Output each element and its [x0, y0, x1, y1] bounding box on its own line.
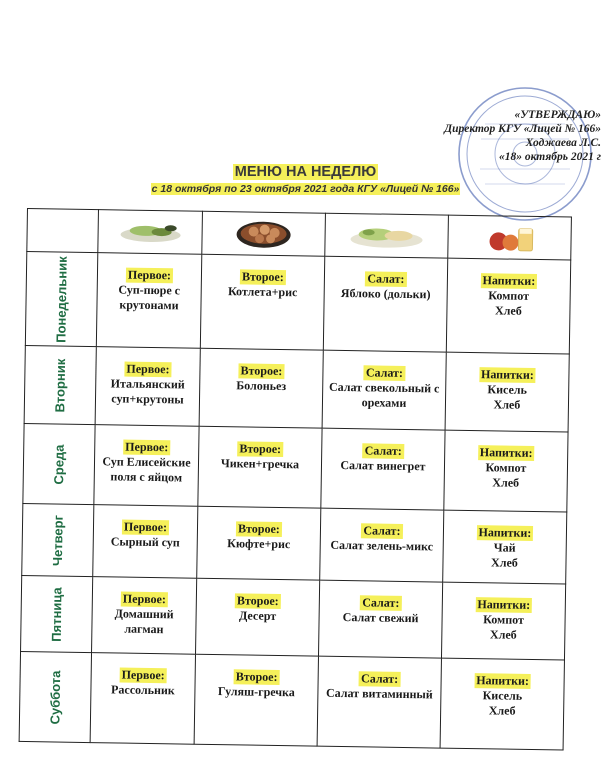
- salad-dish: Салат винегрет: [340, 457, 426, 474]
- salad-plate-icon: [346, 222, 426, 249]
- approval-title: «УТВЕРЖДАЮ»: [514, 109, 601, 121]
- second-course-dish: Гуляш-гречка: [217, 684, 295, 700]
- second-course-label: Второе:: [236, 521, 282, 537]
- first-course-label: Первое:: [121, 592, 168, 608]
- drinks-label: Напитки:: [475, 597, 532, 613]
- salad-cell: [322, 350, 446, 430]
- first-course-cell: [95, 347, 200, 427]
- day-cell: [22, 503, 94, 576]
- salad-content: [323, 351, 446, 412]
- first-course-dish: Домашний лагман: [114, 606, 174, 637]
- second-course-content: [197, 579, 320, 625]
- drinks-dish: Кисель: [487, 382, 528, 397]
- second-course-label: Второе:: [238, 363, 284, 379]
- second-course-cell: [200, 254, 324, 350]
- salad-label: Салат:: [364, 365, 405, 381]
- bread-item: Хлеб: [489, 627, 517, 642]
- drinks-cell: [443, 510, 567, 584]
- second-course-cell: [196, 578, 320, 656]
- salad-dish: Салат свежий: [342, 610, 419, 626]
- salad-label: Салат:: [359, 671, 400, 687]
- table-row: [25, 252, 570, 355]
- bread-item: Хлеб: [494, 303, 522, 318]
- drinks-content: [445, 431, 568, 492]
- header-salad-cell: [325, 213, 449, 258]
- salad-dish: Яблоко (дольки): [340, 285, 431, 302]
- bread-item: Хлеб: [491, 555, 518, 570]
- table-row: [21, 575, 566, 660]
- drinks-label: Напитки:: [480, 273, 537, 289]
- first-course-cell: [96, 253, 201, 349]
- first-course-cell: [90, 653, 195, 745]
- first-course-label: Первое:: [120, 668, 167, 684]
- salad-cell: [321, 428, 445, 510]
- second-course-dish: Болоньез: [236, 378, 287, 394]
- first-course-content: [96, 347, 200, 408]
- menu-table: [19, 208, 572, 750]
- approval-director: Директор КГУ «Лицей № 166»: [444, 123, 601, 135]
- second-course-label: Второе:: [235, 593, 281, 609]
- salad-label: Салат:: [361, 523, 402, 539]
- table-row: [19, 651, 564, 750]
- first-course-dish: Итальянский суп+крутоны: [110, 376, 185, 407]
- second-course-dish: Кюфте+рис: [227, 536, 291, 552]
- first-course-content: [95, 425, 199, 486]
- approval-name: Ходжаева Л.С.: [525, 137, 601, 149]
- table-row: [24, 345, 569, 432]
- drinks-content: [447, 259, 570, 320]
- salad-cell: [320, 508, 444, 582]
- first-course-dish: Суп-пюре с крутонами: [118, 282, 181, 313]
- second-course-label: Второе:: [240, 269, 286, 285]
- page-title: МЕНЮ НА НЕДЕЛЮ: [234, 164, 377, 180]
- drinks-dish: Чай: [493, 540, 516, 555]
- drinks-content: [442, 583, 565, 644]
- drinks-dish: Кисель: [482, 688, 523, 703]
- day-label: Суббота: [47, 669, 64, 725]
- drinks-content: [446, 353, 569, 414]
- drinks-content: [441, 659, 564, 720]
- first-course-cell: [93, 505, 198, 579]
- second-course-dish: Котлета+рис: [227, 284, 298, 300]
- salad-content: [325, 257, 448, 303]
- header-drinks-cell: [448, 215, 572, 260]
- first-course-dish: Рассольник: [111, 682, 175, 698]
- second-course-cell: [197, 506, 321, 580]
- first-course-content: [91, 653, 195, 699]
- second-course-dish: Чикен+гречка: [220, 456, 300, 472]
- salad-cell: [323, 256, 447, 352]
- day-cell: [21, 575, 93, 652]
- header-second-cell: [202, 211, 326, 256]
- day-label: Понедельник: [53, 255, 70, 343]
- bread-item: Хлеб: [492, 475, 520, 490]
- day-label: Вторник: [52, 358, 69, 412]
- second-course-cell: [198, 426, 322, 508]
- day-label: Пятница: [48, 586, 65, 642]
- drinks-cell: [444, 430, 568, 512]
- drink-fruit-icon: [474, 222, 544, 253]
- table-row: [23, 423, 568, 512]
- header-day-cell: [27, 209, 99, 253]
- second-course-content: [199, 427, 322, 473]
- drinks-label: Напитки:: [476, 525, 533, 541]
- first-course-content: [97, 253, 201, 314]
- drinks-label: Напитки:: [474, 673, 531, 689]
- salad-content: [319, 581, 442, 627]
- salad-bowl-icon: [115, 219, 185, 244]
- header-first-cell: [98, 210, 203, 255]
- drinks-dish: Компот: [485, 460, 527, 475]
- salad-dish: Салат витаминный: [325, 685, 433, 702]
- second-course-content: [198, 507, 321, 553]
- drinks-cell: [446, 258, 570, 354]
- drinks-cell: [440, 658, 564, 750]
- salad-label: Салат:: [365, 271, 406, 287]
- salad-content: [322, 429, 445, 475]
- bread-item: Хлеб: [493, 397, 521, 412]
- salad-label: Салат:: [363, 443, 404, 459]
- salad-label: Салат:: [360, 595, 401, 611]
- day-cell: [25, 252, 97, 347]
- salad-dish: Салат свекольный с орехами: [328, 379, 440, 410]
- first-course-cell: [92, 577, 197, 655]
- drinks-dish: Компот: [483, 612, 525, 627]
- bread-item: Хлеб: [488, 703, 516, 718]
- salad-cell: [318, 580, 442, 658]
- first-course-label: Первое:: [126, 268, 173, 284]
- drinks-cell: [445, 352, 569, 432]
- second-course-label: Второе:: [237, 441, 283, 457]
- day-cell: [24, 345, 96, 424]
- day-label: Среда: [51, 443, 67, 485]
- day-cell: [23, 423, 95, 504]
- first-course-dish: Суп Елисейские поля с яйцом: [102, 454, 191, 485]
- drinks-cell: [441, 582, 565, 660]
- salad-content: [318, 657, 441, 703]
- first-course-label: Первое:: [123, 440, 170, 456]
- first-course-label: Первое:: [122, 520, 169, 536]
- salad-dish: Салат зелень-микс: [330, 537, 434, 554]
- drinks-content: [443, 511, 566, 572]
- drinks-label: Напитки:: [479, 367, 536, 383]
- approval-date: «18» октябрь 2021 г: [498, 151, 601, 163]
- first-course-content: [94, 505, 198, 551]
- second-course-cell: [199, 348, 323, 428]
- second-course-label: Второе:: [234, 669, 280, 685]
- second-course-dish: Десерт: [238, 608, 277, 623]
- approval-block: [371, 108, 601, 164]
- drinks-label: Напитки:: [478, 445, 535, 461]
- page-subtitle: с 18 октября по 23 октября 2021 года КГУ «Лицей № 166»: [151, 183, 460, 195]
- day-label: Четверг: [49, 514, 66, 566]
- second-course-cell: [194, 654, 318, 746]
- salad-cell: [317, 656, 441, 748]
- first-course-content: [92, 577, 196, 638]
- first-course-label: Первое:: [124, 362, 171, 378]
- salad-content: [321, 509, 444, 555]
- meatballs-pan-icon: [233, 217, 293, 250]
- drinks-dish: Компот: [488, 288, 530, 303]
- second-course-content: [195, 655, 318, 701]
- table-row: [22, 503, 567, 584]
- second-course-content: [200, 349, 323, 395]
- day-cell: [19, 651, 91, 742]
- first-course-cell: [94, 425, 199, 507]
- second-course-content: [202, 255, 325, 301]
- first-course-dish: Сырный суп: [110, 534, 180, 550]
